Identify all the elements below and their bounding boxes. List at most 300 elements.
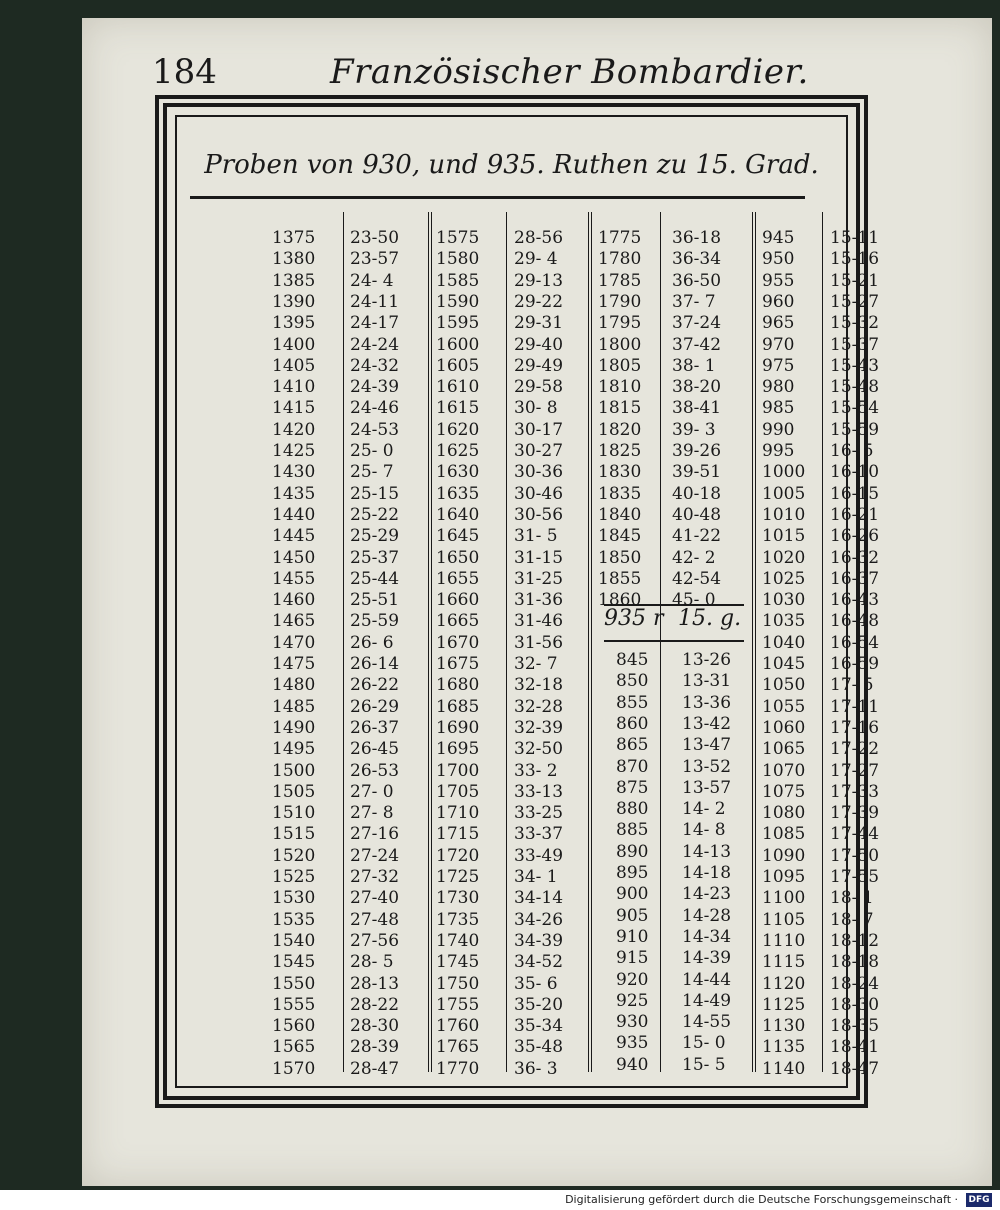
table-cell-distance: 1450: [272, 547, 316, 568]
table-cell-distance: 1710: [436, 803, 480, 824]
table-cell-distance: 1510: [272, 803, 316, 824]
table-cell-value: 16-37: [830, 568, 880, 589]
table-cell-distance: 1040: [762, 632, 806, 653]
table-cell-distance: 1830: [598, 462, 642, 483]
table-cell-distance: 925: [616, 990, 649, 1011]
table-cell-distance: 1690: [436, 717, 480, 738]
table-cell-value: 13-26: [682, 650, 732, 670]
table-cell-distance: 1025: [762, 568, 806, 589]
table-cell-distance: 1400: [272, 334, 316, 355]
table-cell-value: 13-31: [682, 671, 732, 692]
table-cell-value: 32- 7: [514, 654, 558, 674]
table-cell-distance: 1080: [762, 803, 806, 824]
table-cell-distance: 885: [616, 820, 649, 841]
table-cell-distance: 945: [762, 228, 795, 248]
table-cell-distance: 1770: [436, 1058, 480, 1079]
table-cell-value: 24-17: [350, 313, 400, 334]
table-cell-value: 13-57: [682, 777, 732, 798]
table-cell-distance: 1485: [272, 696, 316, 717]
table-cell-distance: 1685: [436, 696, 480, 717]
table-cell-value: 31-46: [514, 611, 564, 632]
table-cell-value: 29-58: [514, 377, 564, 398]
table-cell-distance: 935: [616, 1033, 649, 1054]
table-cell-value: 15-27: [830, 291, 880, 312]
table-cell-distance: 1805: [598, 355, 642, 376]
table-cell-value: 15-59: [830, 419, 880, 440]
table-cell-value: 38- 1: [672, 355, 716, 376]
table-cell-value: 16-32: [830, 547, 880, 568]
table-cell-value: 38-20: [672, 377, 722, 398]
table-cell-distance: 1745: [436, 952, 480, 973]
table-cell-value: 15-32: [830, 313, 880, 334]
table-cell-value: 33-13: [514, 781, 564, 802]
table-cell-distance: 1085: [762, 824, 806, 845]
table-cell-distance: 1860: [598, 590, 642, 611]
table-cell-value: 15-48: [830, 377, 880, 398]
table-cell-distance: 990: [762, 419, 795, 440]
title-rule: [190, 196, 805, 199]
table-cell-distance: 1635: [436, 483, 480, 504]
table-cell-value: 37-42: [672, 334, 722, 355]
table-cell-value: 24-39: [350, 377, 400, 398]
table-cell-distance: 1855: [598, 568, 642, 589]
table-cell-value: 26-22: [350, 675, 400, 696]
table-cell-distance: 960: [762, 291, 795, 312]
table-cell-value: 15-16: [830, 249, 880, 270]
table-cell-value: 24-24: [350, 334, 400, 355]
table-cell-distance: 1050: [762, 675, 806, 696]
table-cell-value: 31-15: [514, 547, 564, 568]
table-cell-distance: 1675: [436, 654, 480, 674]
table-cell-distance: 865: [616, 735, 649, 756]
table-cell-value: 30- 8: [514, 398, 558, 419]
table-cell-distance: 1715: [436, 824, 480, 845]
table-cell-distance: 1505: [272, 781, 316, 802]
table-cell-value: 18- 7: [830, 909, 874, 930]
table-cell-value: 16-26: [830, 526, 880, 547]
table-cell-value: 14-49: [682, 990, 732, 1011]
table-cell-value: 16-48: [830, 611, 880, 632]
table-cell-distance: 1470: [272, 632, 316, 653]
table-cell-value: 33-49: [514, 845, 564, 866]
table-title: Proben von 930, und 935. Ruthen zu 15. Grad.: [204, 150, 819, 180]
table-cell-distance: 1120: [762, 973, 806, 994]
table-cell-value: 25-15: [350, 483, 400, 504]
table-cell-value: 17-27: [830, 760, 880, 781]
table-cell-value: 26-45: [350, 739, 400, 760]
table-cell-value: 17-16: [830, 717, 880, 738]
table-cell-distance: 1455: [272, 568, 316, 589]
table-cell-distance: 1115: [762, 952, 806, 973]
table-cell-value: 17-44: [830, 824, 880, 845]
table-cell-distance: 1810: [598, 377, 642, 398]
table-cell-distance: 1725: [436, 867, 480, 887]
table-cell-distance: 1465: [272, 611, 316, 632]
table-cell-value: 34-52: [514, 952, 564, 973]
table-cell-value: 13-36: [682, 692, 732, 713]
table-cell-value: 36-18: [672, 228, 722, 248]
table-cell-distance: 930: [616, 1012, 649, 1033]
table-cell-distance: 1540: [272, 930, 316, 951]
table-cell-distance: 1620: [436, 419, 480, 440]
table-cell-value: 15-37: [830, 334, 880, 355]
column-divider: [588, 212, 592, 1072]
table-cell-value: 27-16: [350, 824, 400, 845]
table-cell-value: 29-49: [514, 355, 564, 376]
table-cell-value: 28-22: [350, 994, 400, 1015]
table-cell-distance: 1785: [598, 270, 642, 291]
table-cell-distance: 860: [616, 713, 649, 734]
table-cell-value: 14-55: [682, 1012, 732, 1033]
table-cell-value: 29-31: [514, 313, 564, 334]
table-cell-distance: 1405: [272, 355, 316, 376]
table-cell-value: 28-47: [350, 1058, 400, 1079]
column-rule: [822, 212, 823, 1072]
table-cell-distance: 1640: [436, 504, 480, 525]
table-cell-distance: 1680: [436, 675, 480, 696]
table-cell-distance: 905: [616, 905, 649, 926]
table-cell-value: 18- 1: [830, 888, 874, 909]
table-cell-distance: 850: [616, 671, 649, 692]
table-cell-value: 28- 5: [350, 952, 394, 973]
table-cell-value: 15-54: [830, 398, 880, 419]
table-cell-value: 18-41: [830, 1037, 880, 1058]
table-cell-value: 27-32: [350, 867, 400, 887]
table-cell-distance: 1125: [762, 994, 806, 1015]
table-cell-distance: 995: [762, 441, 795, 461]
table-cell-value: 27-56: [350, 930, 400, 951]
table-cell-distance: 880: [616, 799, 649, 820]
table-cell-value: 39- 3: [672, 419, 716, 440]
table-cell-value: 25-22: [350, 504, 400, 525]
table-cell-distance: 955: [762, 270, 795, 291]
table-cell-distance: 1105: [762, 909, 806, 930]
table-cell-distance: 1375: [272, 228, 316, 248]
table-cell-value: 24-53: [350, 419, 400, 440]
table-cell-distance: 1395: [272, 313, 316, 334]
table-cell-distance: 1815: [598, 398, 642, 419]
table-cell-distance: 1660: [436, 590, 480, 611]
table-cell-value: 25-59: [350, 611, 400, 632]
table-cell-value: 39-26: [672, 441, 722, 461]
table-cell-value: 29-40: [514, 334, 564, 355]
table-cell-distance: 1850: [598, 547, 642, 568]
table-cell-value: 23-50: [350, 228, 400, 248]
table-cell-value: 40-18: [672, 483, 722, 504]
table-cell-distance: 1060: [762, 717, 806, 738]
table-cell-value: 27- 8: [350, 803, 394, 824]
column-rule: [660, 212, 661, 1072]
table-cell-distance: 1525: [272, 867, 316, 887]
table-cell-value: 18-35: [830, 1016, 880, 1037]
table-cell-value: 14-44: [682, 969, 732, 990]
table-cell-distance: 985: [762, 398, 795, 419]
table-cell-distance: 950: [762, 249, 795, 270]
table-cell-value: 17-39: [830, 803, 880, 824]
table-cell-distance: 1600: [436, 334, 480, 355]
table-cell-value: 18-30: [830, 994, 880, 1015]
table-cell-value: 32-28: [514, 696, 564, 717]
table-cell-distance: 1000: [762, 462, 806, 483]
table-cell-distance: 895: [616, 863, 649, 883]
table-cell-value: 27-24: [350, 845, 400, 866]
table-cell-distance: 1835: [598, 483, 642, 504]
table-cell-value: 24-11: [350, 291, 400, 312]
table-cell-value: 30-56: [514, 504, 564, 525]
table-cell-value: 14-18: [682, 863, 732, 883]
table-cell-distance: 1780: [598, 249, 642, 270]
table-cell-distance: 1670: [436, 632, 480, 653]
table-cell-distance: 1755: [436, 994, 480, 1015]
table-cell-value: 36- 3: [514, 1058, 558, 1079]
table-cell-distance: 1625: [436, 441, 480, 461]
table-cell-distance: 1610: [436, 377, 480, 398]
table-cell-value: 13-52: [682, 756, 732, 777]
table-cell-distance: 1605: [436, 355, 480, 376]
table-cell-distance: 1565: [272, 1037, 316, 1058]
table-cell-distance: 1075: [762, 781, 806, 802]
table-cell-distance: 1100: [762, 888, 806, 909]
table-cell-value: 33-37: [514, 824, 564, 845]
table-cell-value: 24-32: [350, 355, 400, 376]
table-cell-distance: 965: [762, 313, 795, 334]
table-cell-distance: 1005: [762, 483, 806, 504]
table-cell-value: 24-46: [350, 398, 400, 419]
table-cell-distance: 1655: [436, 568, 480, 589]
table-cell-value: 16-21: [830, 504, 880, 525]
table-cell-value: 16-10: [830, 462, 880, 483]
table-cell-distance: 1515: [272, 824, 316, 845]
table-cell-distance: 1550: [272, 973, 316, 994]
table-cell-distance: 1555: [272, 994, 316, 1015]
table-cell-value: 35-20: [514, 994, 564, 1015]
table-cell-distance: 1615: [436, 398, 480, 419]
table-cell-distance: 1030: [762, 590, 806, 611]
table-cell-distance: 870: [616, 756, 649, 777]
table-cell-value: 31-56: [514, 632, 564, 653]
table-cell-value: 41-22: [672, 526, 722, 547]
table-cell-distance: 1545: [272, 952, 316, 973]
table-cell-value: 37- 7: [672, 291, 716, 312]
table-cell-distance: 1845: [598, 526, 642, 547]
table-cell-value: 27- 0: [350, 781, 394, 802]
table-cell-distance: 1595: [436, 313, 480, 334]
table-cell-value: 29-22: [514, 291, 564, 312]
table-cell-distance: 1135: [762, 1037, 806, 1058]
table-cell-value: 26- 6: [350, 632, 394, 653]
table-cell-distance: 920: [616, 969, 649, 990]
table-cell-value: 30-36: [514, 462, 564, 483]
table-cell-distance: 1520: [272, 845, 316, 866]
table-cell-value: 15- 0: [682, 1033, 726, 1054]
table-cell-value: 32-50: [514, 739, 564, 760]
table-cell-distance: 1750: [436, 973, 480, 994]
table-cell-value: 23-57: [350, 249, 400, 270]
table-cell-value: 15-43: [830, 355, 880, 376]
table-cell-value: 25-44: [350, 568, 400, 589]
table-cell-value: 30-17: [514, 419, 564, 440]
table-cell-distance: 1495: [272, 739, 316, 760]
table-cell-value: 18-12: [830, 930, 880, 951]
table-cell-value: 16-54: [830, 632, 880, 653]
table-cell-value: 27-48: [350, 909, 400, 930]
subhead-rule-bottom: [604, 640, 744, 642]
table-cell-value: 17-50: [830, 845, 880, 866]
table-cell-value: 16- 5: [830, 441, 874, 461]
table-cell-value: 16-43: [830, 590, 880, 611]
table-cell-distance: 1490: [272, 717, 316, 738]
table-cell-value: 15-21: [830, 270, 880, 291]
table-cell-distance: 1475: [272, 654, 316, 674]
dfg-logo: DFG: [966, 1193, 992, 1207]
table-cell-value: 18-24: [830, 973, 880, 994]
table-cell-distance: 1420: [272, 419, 316, 440]
table-cell-value: 26-14: [350, 654, 400, 674]
table-cell-value: 29- 4: [514, 249, 558, 270]
table-cell-value: 25-51: [350, 590, 400, 611]
subhead-rule-top: [604, 604, 744, 606]
table-cell-distance: 1065: [762, 739, 806, 760]
table-cell-value: 26-29: [350, 696, 400, 717]
table-cell-distance: 1090: [762, 845, 806, 866]
table-cell-value: 33- 2: [514, 760, 558, 781]
table-cell-distance: 1440: [272, 504, 316, 525]
table-cell-value: 25- 7: [350, 462, 394, 483]
table-cell-distance: 875: [616, 777, 649, 798]
table-cell-distance: 1775: [598, 228, 642, 248]
table-cell-value: 34-14: [514, 888, 564, 909]
table-cell-value: 18-18: [830, 952, 880, 973]
table-cell-value: 31-36: [514, 590, 564, 611]
table-cell-value: 14-34: [682, 926, 732, 947]
table-cell-distance: 1095: [762, 867, 806, 887]
table-cell-distance: 1720: [436, 845, 480, 866]
column-rule: [343, 212, 344, 1072]
subhead-grad: 15. g.: [678, 606, 742, 631]
table-cell-distance: 1140: [762, 1058, 806, 1079]
table-cell-value: 16-15: [830, 483, 880, 504]
table-cell-value: 36-50: [672, 270, 722, 291]
table-cell-value: 32-39: [514, 717, 564, 738]
table-cell-value: 28-13: [350, 973, 400, 994]
table-cell-distance: 1410: [272, 377, 316, 398]
subhead-ruthen: 935 r: [604, 606, 664, 631]
table-cell-distance: 910: [616, 926, 649, 947]
table-cell-value: 31-25: [514, 568, 564, 589]
table-cell-value: 18-47: [830, 1058, 880, 1079]
table-cell-distance: 1795: [598, 313, 642, 334]
table-cell-value: 24- 4: [350, 270, 394, 291]
table-cell-distance: 940: [616, 1054, 649, 1075]
table-cell-distance: 900: [616, 884, 649, 905]
table-cell-value: 14-23: [682, 884, 732, 905]
table-cell-value: 35-34: [514, 1016, 564, 1037]
table-cell-distance: 1760: [436, 1016, 480, 1037]
table-cell-value: 14- 8: [682, 820, 726, 841]
table-cell-distance: 1385: [272, 270, 316, 291]
table-cell-value: 33-25: [514, 803, 564, 824]
table-cell-value: 14-13: [682, 841, 732, 862]
table-cell-distance: 1445: [272, 526, 316, 547]
table-cell-distance: 1790: [598, 291, 642, 312]
table-cell-value: 37-24: [672, 313, 722, 334]
table-cell-distance: 1530: [272, 888, 316, 909]
table-cell-distance: 1800: [598, 334, 642, 355]
table-cell-value: 15-11: [830, 228, 880, 248]
table-cell-value: 40-48: [672, 504, 722, 525]
table-cell-distance: 980: [762, 377, 795, 398]
table-cell-value: 17-55: [830, 867, 880, 887]
table-cell-distance: 1650: [436, 547, 480, 568]
table-cell-distance: 1630: [436, 462, 480, 483]
table-cell-value: 16-59: [830, 654, 880, 674]
table-cell-value: 29-13: [514, 270, 564, 291]
table-cell-value: 15- 5: [682, 1054, 726, 1075]
table-cell-distance: 890: [616, 841, 649, 862]
table-cell-distance: 1590: [436, 291, 480, 312]
table-cell-distance: 1580: [436, 249, 480, 270]
table-cell-distance: 1825: [598, 441, 642, 461]
table-cell-value: 14-28: [682, 905, 732, 926]
table-cell-value: 28-39: [350, 1037, 400, 1058]
table-cell-distance: 1700: [436, 760, 480, 781]
table-cell-value: 17- 5: [830, 675, 874, 696]
column-divider: [428, 212, 432, 1072]
table-cell-value: 30-27: [514, 441, 564, 461]
table-cell-distance: 1460: [272, 590, 316, 611]
page-number: 184: [152, 52, 217, 92]
table-cell-value: 42- 2: [672, 547, 716, 568]
table-cell-distance: 970: [762, 334, 795, 355]
table-cell-distance: 1055: [762, 696, 806, 717]
table-cell-distance: 1705: [436, 781, 480, 802]
table-cell-value: 14-39: [682, 948, 732, 969]
table-cell-value: 17-11: [830, 696, 880, 717]
table-cell-distance: 1045: [762, 654, 806, 674]
table-cell-distance: 1560: [272, 1016, 316, 1037]
column-divider: [752, 212, 756, 1072]
table-cell-value: 13-47: [682, 735, 732, 756]
table-cell-distance: 1430: [272, 462, 316, 483]
table-cell-distance: 1415: [272, 398, 316, 419]
table-cell-value: 32-18: [514, 675, 564, 696]
table-cell-value: 30-46: [514, 483, 564, 504]
table-cell-distance: 1070: [762, 760, 806, 781]
table-cell-value: 31- 5: [514, 526, 558, 547]
table-cell-value: 34-26: [514, 909, 564, 930]
table-cell-value: 14- 2: [682, 799, 726, 820]
table-cell-value: 38-41: [672, 398, 722, 419]
table-cell-distance: 1110: [762, 930, 806, 951]
table-cell-value: 26-53: [350, 760, 400, 781]
table-cell-value: 25-29: [350, 526, 400, 547]
table-cell-distance: 1130: [762, 1016, 806, 1037]
table-cell-value: 42-54: [672, 568, 722, 589]
table-cell-value: 13-42: [682, 713, 732, 734]
table-cell-distance: 1765: [436, 1037, 480, 1058]
table-cell-distance: 1020: [762, 547, 806, 568]
table-cell-value: 26-37: [350, 717, 400, 738]
table-cell-distance: 1695: [436, 739, 480, 760]
running-head: Französischer Bombardier.: [330, 52, 809, 92]
table-cell-distance: 1575: [436, 228, 480, 248]
table-cell-distance: 1390: [272, 291, 316, 312]
table-cell-distance: 1480: [272, 675, 316, 696]
table-cell-value: 28-56: [514, 228, 564, 248]
table-cell-value: 35- 6: [514, 973, 558, 994]
table-cell-distance: 1740: [436, 930, 480, 951]
table-cell-distance: 1730: [436, 888, 480, 909]
